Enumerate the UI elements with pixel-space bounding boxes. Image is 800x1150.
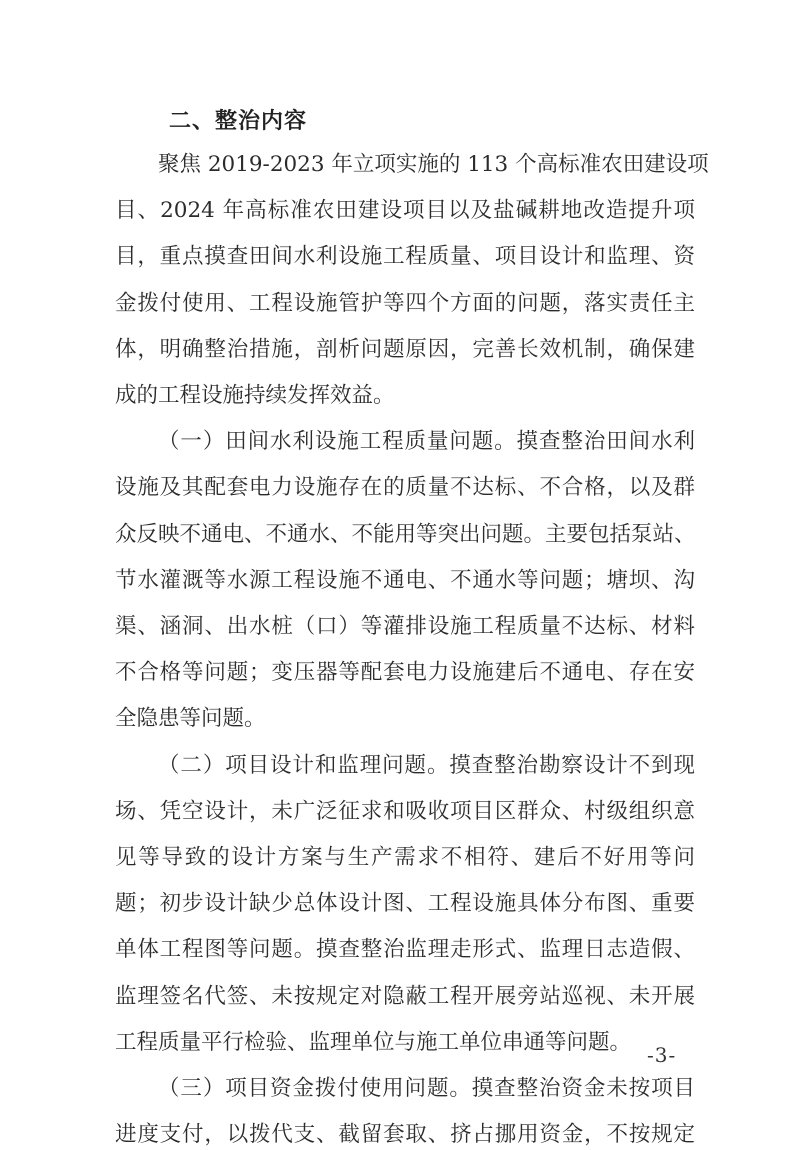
text-line: 题；初步设计缺少总体设计图、工程设施具体分布图、重要 (115, 891, 695, 917)
text-line: 金拨付使用、工程设施管护等四个方面的问题，落实责任主 (115, 290, 695, 316)
text-line: 设施及其配套电力设施存在的质量不达标、不合格，以及群 (115, 475, 695, 501)
text-line: 目、2024 年高标准农田建设项目以及盐碱耕地改造提升项 (115, 198, 695, 224)
text-line: 目，重点摸查田间水利设施工程质量、项目设计和监理、资 (115, 244, 695, 270)
subsection-line: （三）项目资金拨付使用问题。摸查整治资金未按项目 (158, 1076, 695, 1101)
text-line: 场、凭空设计，未广泛征求和吸收项目区群众、村级组织意 (115, 798, 695, 824)
section-heading: 二、整治内容 (169, 109, 308, 134)
text-line: 进度支付，以拨代支、截留套取、挤占挪用资金，不按规定 (115, 1122, 695, 1148)
page-number: -3- (647, 1043, 677, 1067)
text-line: 监理签名代签、未按规定对隐蔽工程开展旁站巡视、未开展 (115, 983, 695, 1009)
text-line: 见等导致的设计方案与生产需求不相符、建后不好用等问 (115, 845, 695, 870)
text-line: 成的工程设施持续发挥效益。 (115, 383, 395, 408)
text-line: 聚焦 2019-2023 年立项实施的 113 个高标准农田建设项 (158, 152, 709, 177)
text-line: 工程质量平行检验、监理单位与施工单位串通等问题。 (115, 1029, 632, 1055)
text-line: 单体工程图等问题。摸查整治监理走形式、监理日志造假、 (115, 937, 695, 963)
text-line: 渠、涵洞、出水桩（口）等灌排设施工程质量不达标、材料 (115, 614, 695, 639)
text-line: 众反映不通电、不通水、不能用等突出问题。主要包括泵站、 (115, 521, 696, 547)
text-line: 全隐患等问题。 (115, 706, 266, 732)
subsection-line: （一）田间水利设施工程质量问题。摸查整治田间水利 (158, 429, 695, 455)
text-line: 不合格等问题；变压器等配套电力设施建后不通电、存在安 (115, 660, 695, 686)
subsection-line: （二）项目设计和监理问题。摸查整治勘察设计不到现 (158, 752, 695, 778)
text-line: 节水灌溉等水源工程设施不通电、不通水等问题；塘坝、沟 (115, 567, 695, 593)
text-line: 体，明确整治措施，剖析问题原因，完善长效机制，确保建 (115, 336, 695, 362)
